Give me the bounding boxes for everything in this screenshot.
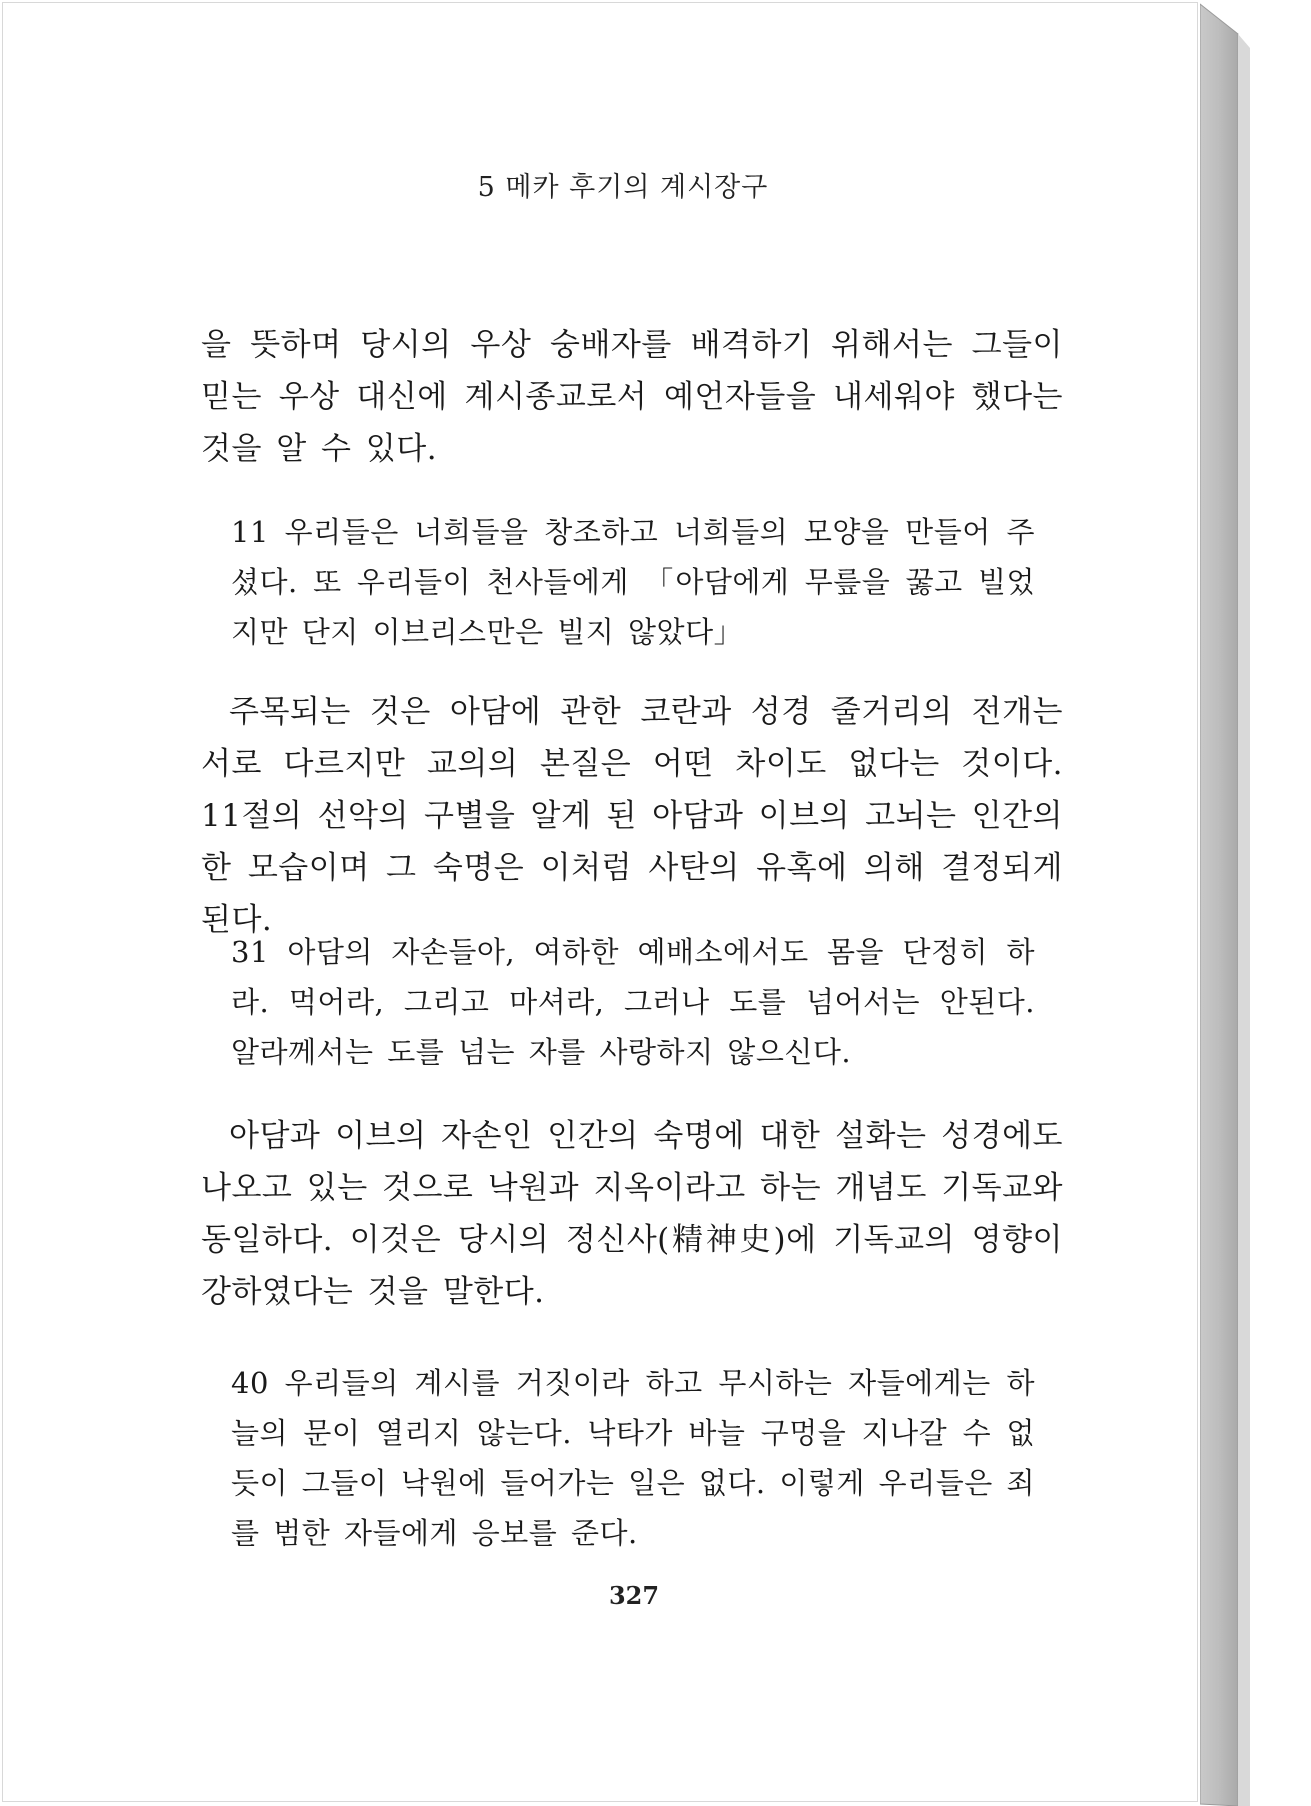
verse-quote: 31 아담의 자손들아, 여하한 예배소에서도 몸을 단정히 하라. 먹어라, 그리고 마셔라, 그러나 도를 넘어서는 안된다. 알라께서는 도를 넘는 자를 사랑하지 않으신다. — [231, 935, 1035, 1069]
running-head: 5 메카 후기의 계시장구 — [477, 172, 769, 203]
book-spine — [1200, 0, 1311, 1806]
body-paragraph: 을 뜻하며 당시의 우상 숭배자를 배격하기 위해서는 그들이 믿는 우상 대신에 계시종교로서 예언자들을 내세워야 했다는 것을 알 수 있다. — [201, 327, 1063, 467]
body-paragraph: 아담과 이브의 자손인 인간의 숙명에 대한 설화는 성경에도 나오고 있는 것으로 낙원과 지옥이라고 하는 개념도 기독교와 동일하다. 이것은 당시의 정신사(精神史)에 기독교의 영향이 강하였다는 것을 말한다. — [201, 1118, 1063, 1310]
book-page — [2, 2, 1198, 1802]
verse-quote: 40 우리들의 계시를 거짓이라 하고 무시하는 자들에게는 하늘의 문이 열리지 않는다. 낙타가 바늘 구멍을 지나갈 수 없듯이 그들이 낙원에 들어가는 일은 없다. 이렇게 우리들은 죄를 범한 자들에게 응보를 준다. — [231, 1366, 1035, 1550]
verse-quote: 11 우리들은 너희들을 창조하고 너희들의 모양을 만들어 주셨다. 또 우리들이 천사들에게 「아담에게 무릎을 꿇고 빌었지만 단지 이브리스만은 빌지 않았다」 — [231, 515, 1035, 649]
page-number: 327 — [608, 1581, 660, 1610]
body-paragraph: 주목되는 것은 아담에 관한 코란과 성경 줄거리의 전개는 서로 다르지만 교의의 본질은 어떤 차이도 없다는 것이다. 11절의 선악의 구별을 알게 된 아담과 이브의 고뇌는 인간의 한 모습이며 그 숙명은 이처럼 사탄의 유혹에 의해 결정되게 된다. — [201, 694, 1063, 938]
